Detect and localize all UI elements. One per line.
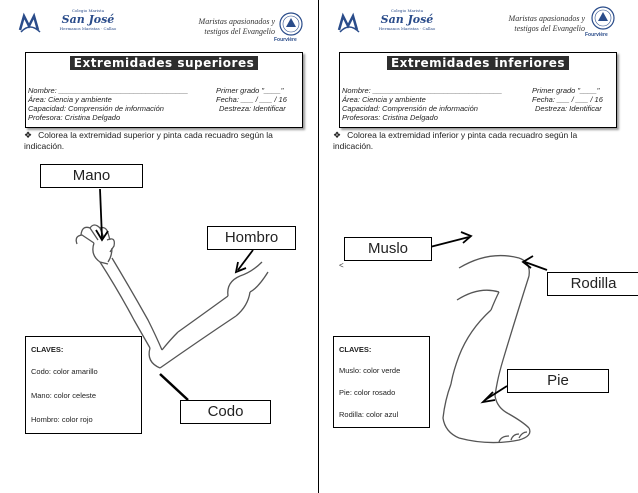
clave-item-2: Pie: color rosado bbox=[339, 388, 396, 397]
field-fecha: Fecha: ___ / ___ / 16 bbox=[216, 95, 287, 104]
worksheet-lower-limbs bbox=[319, 0, 638, 493]
school-line1: Colegio Marista bbox=[390, 8, 424, 13]
diamond-bullet-icon: ❖ bbox=[333, 130, 342, 140]
field-area: Área: Ciencia y ambiente bbox=[28, 95, 112, 104]
arrow-mano bbox=[100, 189, 102, 238]
label-rodilla: Rodilla bbox=[547, 272, 638, 296]
stray-mark: < bbox=[339, 261, 344, 270]
clave-item-2: Mano: color celeste bbox=[31, 391, 97, 400]
title-text: Extremidades superiores bbox=[70, 56, 258, 70]
arrowhead-rodilla bbox=[523, 256, 533, 268]
field-capacidad: Capacidad: Comprensión de información bbox=[28, 104, 164, 113]
instruction-text: Colorea la extremidad inferior y pinta cada recuadro según la indicación. bbox=[333, 130, 578, 151]
clave-item-3: Rodilla: color azul bbox=[339, 410, 399, 419]
motto-line-2: testigos del Evangelio bbox=[514, 24, 585, 33]
school-name: San José bbox=[380, 13, 434, 26]
motto-line-2: testigos del Evangelio bbox=[204, 27, 275, 36]
instruction-text: Colorea la extremidad superior y pinta cada recuadro según la indicación. bbox=[24, 130, 273, 151]
label-pie: Pie bbox=[507, 369, 609, 393]
seal-caption: Fourvière bbox=[585, 32, 608, 38]
seal-caption: Fourvière bbox=[274, 37, 297, 43]
school-line2: Hermanos Maristas · Callao bbox=[378, 26, 436, 31]
field-destreza: Destreza: Identificar bbox=[219, 104, 286, 113]
field-grado: Primer grado "____" bbox=[532, 86, 600, 95]
claves-box bbox=[25, 336, 142, 434]
label-mano: Mano bbox=[40, 164, 143, 188]
arrowhead-pie bbox=[483, 392, 495, 402]
school-line2: Hermanos Maristas · Callao bbox=[59, 26, 117, 31]
label-muslo: Muslo bbox=[344, 237, 432, 261]
field-capacidad: Capacidad: Comprensión de información bbox=[342, 104, 478, 113]
clave-item-3: Hombro: color rojo bbox=[31, 415, 93, 424]
clave-item-1: Muslo: color verde bbox=[339, 366, 401, 375]
pointer-codo bbox=[160, 374, 188, 400]
motto-line-1: Maristas apasionados y bbox=[198, 17, 275, 26]
claves-title: CLAVES: bbox=[339, 345, 372, 354]
field-grado: Primer grado "____" bbox=[216, 86, 284, 95]
claves-title: CLAVES: bbox=[31, 345, 64, 354]
field-profesora: Profesoras: Cristina Delgado bbox=[342, 113, 438, 122]
school-name: San José bbox=[61, 13, 115, 26]
field-profesora: Profesora: Cristina Delgado bbox=[28, 113, 121, 122]
school-line1: Colegio Marista bbox=[71, 8, 105, 13]
motto-line-1: Maristas apasionados y bbox=[508, 14, 585, 23]
title-text: Extremidades inferiores bbox=[387, 56, 569, 70]
field-nombre: Nombre: _______________________________ bbox=[28, 86, 189, 95]
label-codo: Codo bbox=[180, 400, 271, 424]
leg-outline bbox=[443, 256, 530, 443]
field-destreza: Destreza: Identificar bbox=[535, 104, 602, 113]
arrow-hombro bbox=[238, 250, 253, 270]
clave-item-1: Codo: color amarillo bbox=[31, 367, 98, 376]
label-hombro: Hombro bbox=[207, 226, 296, 250]
diamond-bullet-icon: ❖ bbox=[24, 130, 33, 140]
claves-box bbox=[333, 336, 430, 428]
field-area: Área: Ciencia y ambiente bbox=[342, 95, 426, 104]
field-nombre: Nombre: _______________________________ bbox=[342, 86, 503, 95]
field-fecha: Fecha: ___ / ___ / 16 bbox=[532, 95, 603, 104]
